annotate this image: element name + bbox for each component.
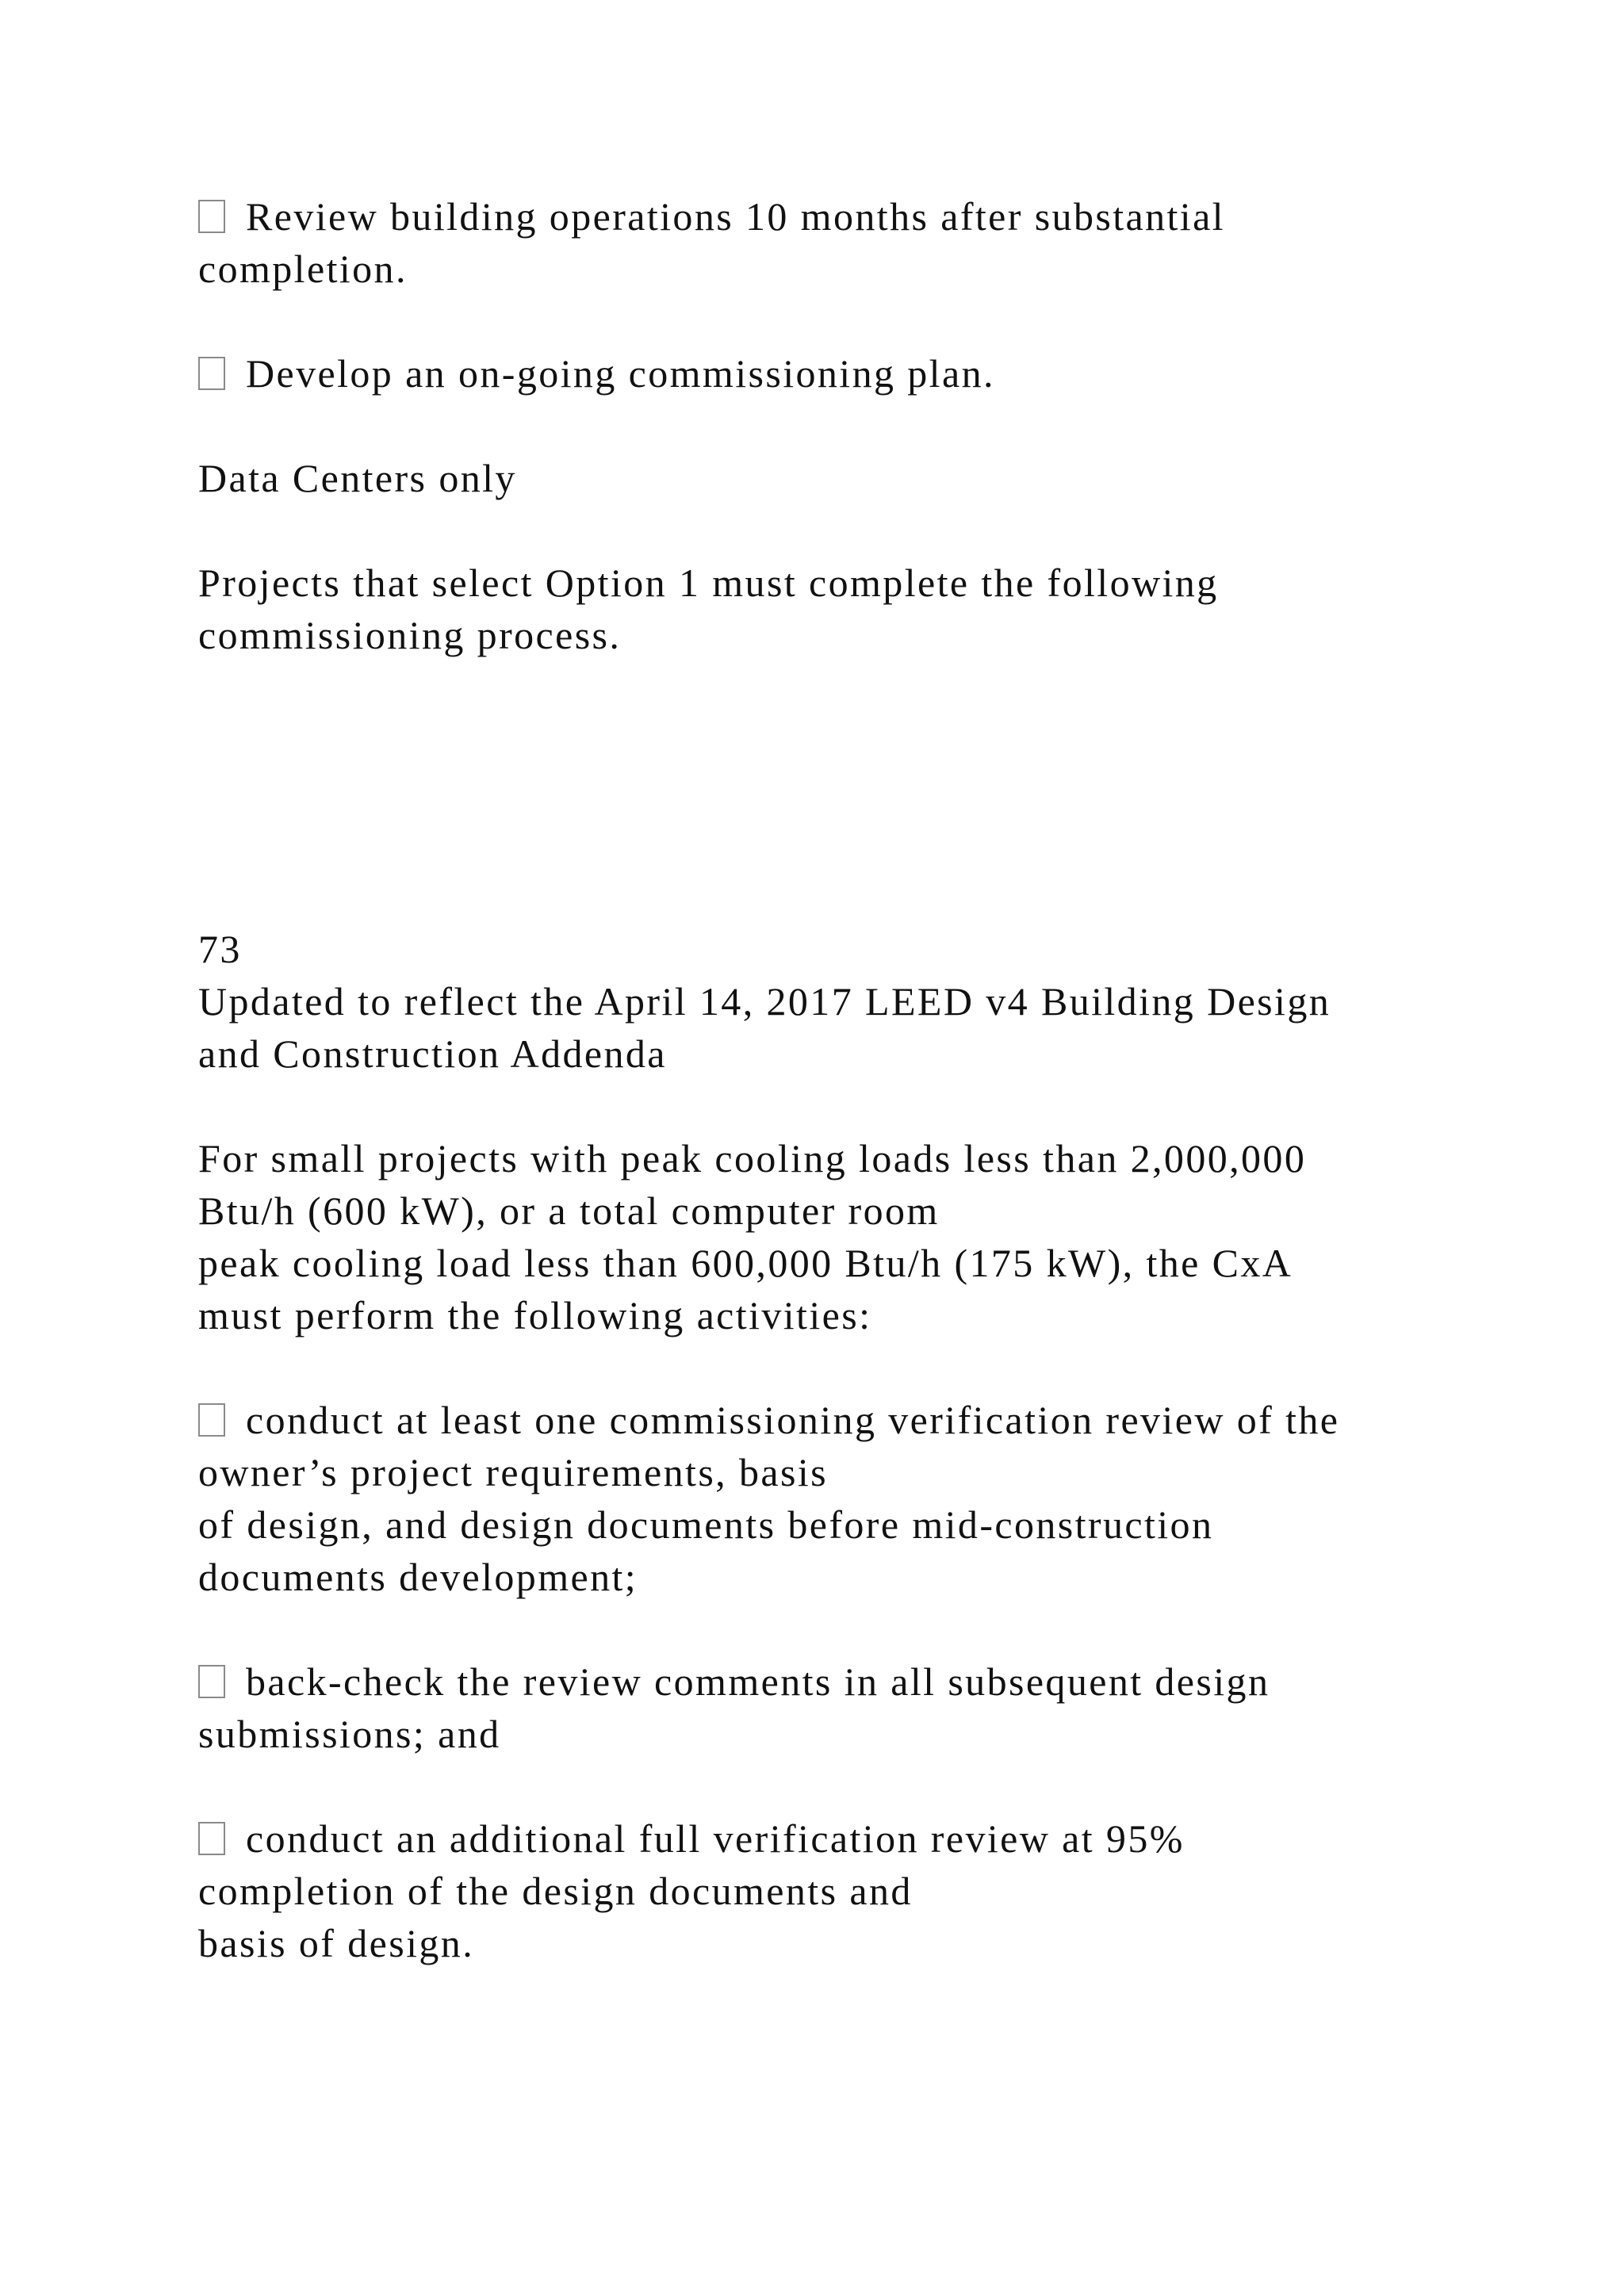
bullet-text: conduct at least one commissioning verification review of the — [246, 1398, 1340, 1442]
bullet-text: basis of design. — [198, 1921, 475, 1965]
bullet-text: documents development; — [198, 1555, 638, 1599]
paragraph-line: Projects that select Option 1 must complete the following — [198, 561, 1219, 605]
bullet-back-check — [198, 1655, 1530, 1760]
page-number: 73 — [198, 927, 242, 971]
missing-glyph-box-icon — [198, 1822, 225, 1855]
document-body — [198, 190, 1530, 1969]
bullet-text: owner’s project requirements, basis — [198, 1450, 828, 1494]
bullet-text: of design, and design documents before mid-construction — [198, 1502, 1214, 1547]
bullet-text: completion. — [198, 247, 408, 291]
missing-glyph-box-icon — [198, 1403, 225, 1437]
page-footer — [198, 923, 1530, 1080]
bullet-text: Develop an on-going commissioning plan. — [246, 351, 995, 396]
bullet-text: back-check the review comments in all subsequent design — [246, 1659, 1270, 1704]
paragraph-line: For small projects with peak cooling loads less than 2,000,000 — [198, 1136, 1307, 1181]
paragraph-line: must perform the following activities: — [198, 1293, 872, 1337]
paragraph-small-projects — [198, 1132, 1530, 1341]
bullet-text: conduct an additional full verification review at 95% — [246, 1816, 1185, 1861]
paragraph-line: Btu/h (600 kW), or a total computer room — [198, 1188, 940, 1233]
bullet-verification-review — [198, 1394, 1530, 1603]
bullet-review-operations — [198, 190, 1530, 295]
bullet-full-review — [198, 1812, 1530, 1969]
paragraph-line: commissioning process. — [198, 613, 622, 657]
footer-note: and Construction Addenda — [198, 1031, 667, 1076]
missing-glyph-box-icon — [198, 200, 225, 233]
bullet-ongoing-plan — [198, 347, 1530, 400]
footer-note: Updated to reflect the April 14, 2017 LEED v4 Building Design — [198, 979, 1331, 1024]
missing-glyph-box-icon — [198, 1665, 225, 1698]
bullet-text: completion of the design documents and — [198, 1869, 913, 1913]
bullet-text: Review building operations 10 months after substantial — [246, 194, 1225, 239]
missing-glyph-box-icon — [198, 357, 225, 390]
section-heading: Data Centers only — [198, 456, 517, 500]
paragraph-line: peak cooling load less than 600,000 Btu/h (175 kW), the CxA — [198, 1241, 1293, 1285]
paragraph-option1 — [198, 557, 1530, 661]
bullet-text: submissions; and — [198, 1712, 501, 1756]
